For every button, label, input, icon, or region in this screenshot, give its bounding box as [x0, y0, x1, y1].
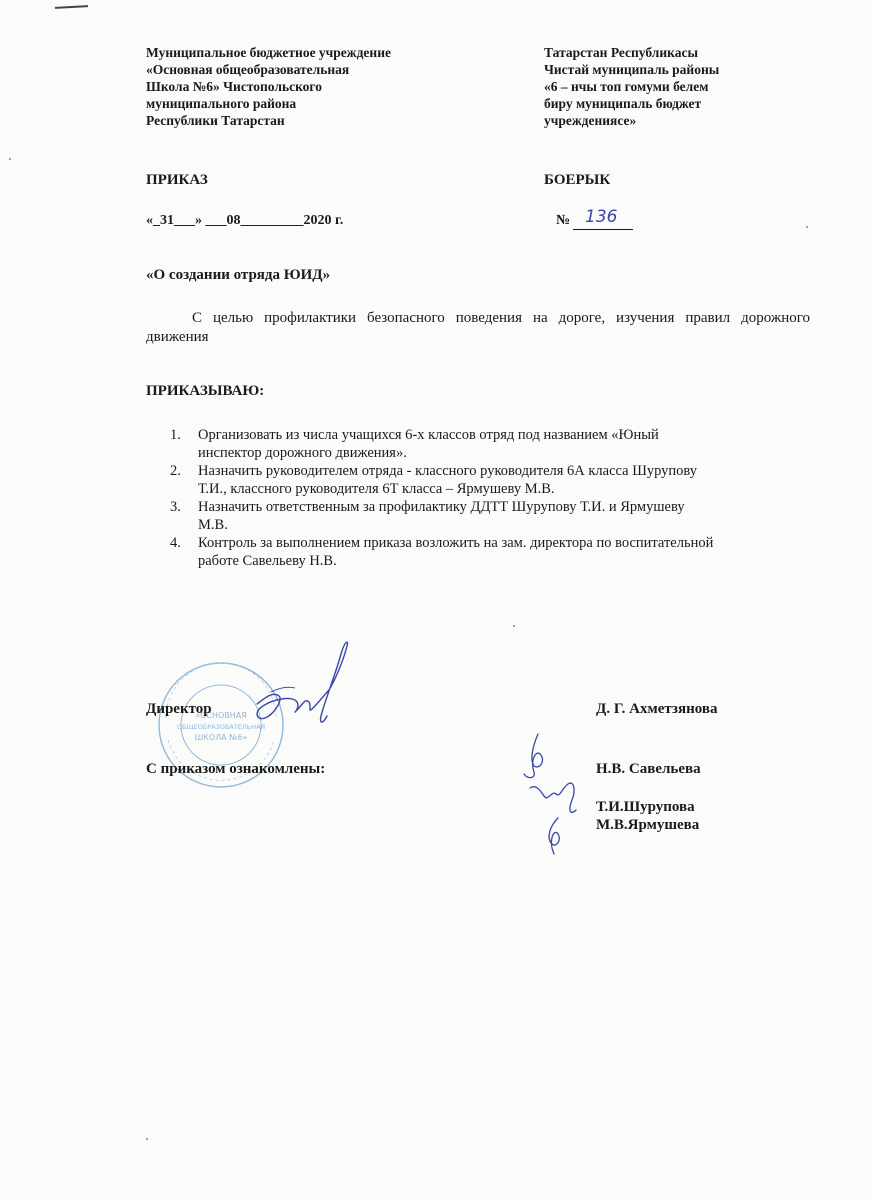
- header-right-line: биру муниципаль бюджет: [544, 96, 702, 111]
- header-right-line: учреждениясе»: [544, 113, 637, 128]
- list-item-text: Организовать из числа учащихся 6-х классов отряд под названием «Юный: [198, 427, 659, 443]
- scan-speck: [146, 1138, 148, 1140]
- list-item-text: работе Савельеву Н.В.: [198, 552, 337, 569]
- order-number-underline: [573, 229, 633, 230]
- acquainted-name: Т.И.Шурупова: [596, 799, 695, 815]
- stamp-text: ОБЩЕОБРАЗОВАТЕЛЬНАЯ: [176, 723, 266, 731]
- list-item-number: 2.: [170, 463, 181, 479]
- header-right-line: Татарстан Республикасы: [544, 45, 699, 60]
- list-item: [146, 463, 826, 498]
- header-left: [146, 44, 391, 129]
- header-left-line: муниципального района: [146, 96, 297, 111]
- list-item: [146, 427, 826, 462]
- list-item-text: Т.И., классного руководителя 6Т класса – Ярмушеву М.В.: [198, 480, 555, 497]
- order-number: 136: [585, 207, 618, 227]
- header-right: [544, 44, 719, 129]
- stamp-text: «ОСНОВНАЯ: [195, 711, 247, 720]
- director-name: Д. Г. Ахметзянова: [596, 701, 718, 717]
- header-right-line: «6 – нчы топ гомуми белем: [544, 79, 709, 94]
- order-preamble: С целью профилактики безопасного поведения на дороге, изучения правил дорожного движения: [146, 310, 810, 345]
- scan-speck: [9, 158, 11, 160]
- list-item-text: М.В.: [198, 516, 228, 533]
- doc-type-left: ПРИКАЗ: [146, 172, 208, 188]
- acquainted-label: С приказом ознакомлены:: [146, 761, 326, 777]
- header-right-line: Чистай муниципаль районы: [544, 62, 720, 77]
- acquaintance-signatures: [510, 730, 590, 860]
- order-items: [146, 427, 826, 571]
- list-item-text: Назначить руководителем отряда - классного руководителя 6А класса Шурупову: [198, 463, 698, 479]
- doc-type-right: БОЕРЫК: [544, 172, 611, 188]
- acquainted-name: Н.В. Савельева: [596, 761, 701, 777]
- director-signature: [235, 636, 365, 731]
- acquainted-name: М.В.Ярмушева: [596, 817, 700, 833]
- header-left-line: Муниципальное бюджетное учреждение: [146, 45, 391, 60]
- scan-speck: [806, 226, 808, 228]
- list-item-text: Назначить ответственным за профилактику ДДТТ Шурупову Т.И. и Ярмушеву: [198, 499, 685, 515]
- list-item: [146, 499, 826, 534]
- director-label: Директор: [146, 701, 212, 717]
- list-item-text: инспектор дорожного движения».: [198, 444, 407, 461]
- order-number-prefix: №: [556, 213, 571, 228]
- list-item-number: 3.: [170, 499, 181, 515]
- scan-speck: [513, 625, 515, 627]
- order-subject: «О создании отряда ЮИД»: [146, 267, 331, 283]
- header-left-line: Республики Татарстан: [146, 113, 285, 128]
- stamp-text: ШКОЛА №6»: [194, 733, 248, 742]
- list-item-text: Контроль за выполнением приказа возложить на зам. директора по воспитательной: [198, 535, 714, 551]
- order-date: «_31___» ___08_________2020 г.: [146, 213, 344, 228]
- list-item-number: 1.: [170, 427, 181, 443]
- scan-mark: [55, 5, 88, 9]
- header-left-line: Школа №6» Чистопольского: [146, 79, 322, 94]
- list-item: [146, 535, 826, 570]
- order-directive: ПРИКАЗЫВАЮ:: [146, 383, 265, 399]
- list-item-number: 4.: [170, 535, 181, 551]
- header-left-line: «Основная общеобразовательная: [146, 62, 350, 77]
